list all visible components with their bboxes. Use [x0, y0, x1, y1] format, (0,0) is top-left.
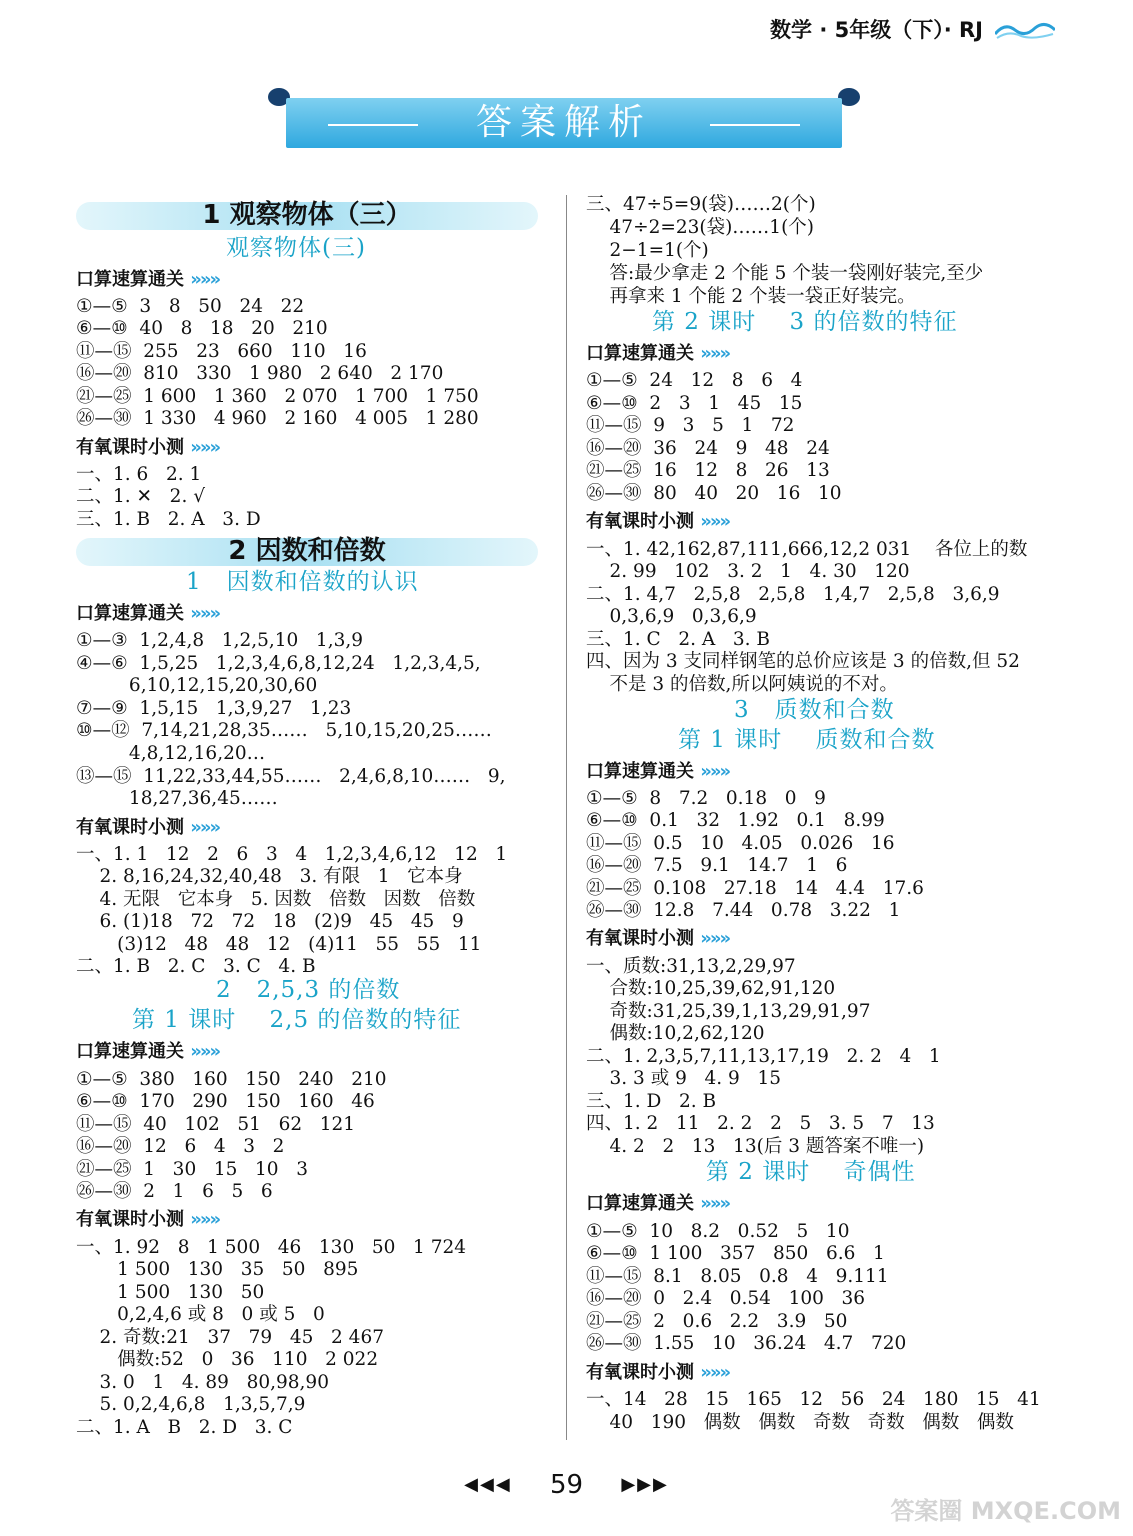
- answer-line: ⑥—⑩ 40 8 18 20 210: [76, 318, 328, 339]
- lesson-title: 第 2 课时 3 的倍数的特征: [652, 309, 958, 335]
- answer-line: 2. 99 102 3. 2 1 4. 30 120: [586, 561, 910, 582]
- answer-line: 答:最少拿走 2 个能 5 个装一袋刚好装完,至少: [586, 263, 984, 284]
- answer-line: 再拿来 1 个能 2 个装一袋正好装完。: [586, 286, 916, 307]
- answer-line: 二、1. ✕ 2. √: [76, 486, 205, 507]
- lesson-title: 第 1 课时 2,5 的倍数的特征: [132, 1007, 462, 1033]
- answer-line: 0,3,6,9 0,3,6,9: [586, 606, 757, 627]
- header-subject: 数学 · 5年级（下）· RJ: [770, 18, 983, 42]
- lesson-title: 观察物体(三): [226, 235, 366, 261]
- answer-line: ⑥—⑩ 0.1 32 1.92 0.1 8.99: [586, 810, 885, 831]
- page-number: 59: [549, 1470, 584, 1500]
- answer-line: 4. 无限 它本身 5. 因数 倍数 因数 倍数: [76, 889, 476, 910]
- answer-line: ⑯—⑳ 0 2.4 0.54 100 36: [586, 1288, 866, 1309]
- answer-line: ㉖—㉚ 1.55 10 36.24 4.7 720: [586, 1333, 907, 1354]
- answer-line: ㉑—㉕ 1 30 15 10 3: [76, 1159, 308, 1180]
- section-quiz: 有氧课时小测 »»»: [76, 437, 220, 458]
- answer-line: ⑪—⑮ 255 23 660 110 16: [76, 341, 367, 362]
- answer-line: 二、1. 2,3,5,7,11,13,17,19 2. 2 4 1: [586, 1046, 941, 1067]
- answer-line: 2. 8,16,24,32,40,48 3. 有限 1 它本身: [76, 866, 463, 887]
- answer-line: ⑪—⑮ 0.5 10 4.05 0.026 16: [586, 833, 895, 854]
- answer-line: ⑥—⑩ 1 100 357 850 6.6 1: [586, 1243, 885, 1264]
- answer-line: ㉑—㉕ 2 0.6 2.2 3.9 50: [586, 1311, 848, 1332]
- section-oral-calc: 口算速算通关 »»»: [586, 343, 730, 364]
- answer-line: ⑯—⑳ 36 24 9 48 24: [586, 438, 830, 459]
- lesson-title: 1 因数和倍数的认识: [186, 569, 419, 595]
- answer-line: ⑯—⑳ 7.5 9.1 14.7 1 6: [586, 855, 848, 876]
- answer-line: ⑪—⑮ 8.1 8.05 0.8 4 9.111: [586, 1266, 889, 1287]
- answer-line: ㉖—㉚ 1 330 4 960 2 160 4 005 1 280: [76, 408, 479, 429]
- section-quiz: 有氧课时小测 »»»: [76, 817, 220, 838]
- section-oral-calc: 口算速算通关 »»»: [76, 269, 220, 290]
- answer-line: ㉑—㉕ 1 600 1 360 2 070 1 700 1 750: [76, 386, 479, 407]
- answer-line: ⑯—⑳ 12 6 4 3 2: [76, 1136, 285, 1157]
- answer-line: 18,27,36,45……: [76, 788, 278, 809]
- section-oral-calc: 口算速算通关 »»»: [76, 603, 220, 624]
- answer-line: ①—⑤ 10 8.2 0.52 5 10: [586, 1221, 850, 1242]
- answer-line: ①—⑤ 8 7.2 0.18 0 9: [586, 788, 826, 809]
- unit-heading-1: 1 观察物体（三）: [76, 198, 538, 232]
- answer-line: 二、1. B 2. C 3. C 4. B: [76, 956, 316, 977]
- answer-line: 4,8,12,16,20…: [76, 743, 266, 764]
- section-oral-calc: 口算速算通关 »»»: [586, 1193, 730, 1214]
- answer-line: 4. 2 2 13 13(后 3 题答案不唯一): [586, 1136, 925, 1157]
- answer-line: 5. 0,2,4,6,8 1,3,5,7,9: [76, 1394, 306, 1415]
- answer-line: ①—⑤ 3 8 50 24 22: [76, 296, 305, 317]
- answer-line: 3. 3 或 9 4. 9 15: [586, 1068, 781, 1089]
- lesson-title: 2 2,5,3 的倍数: [216, 977, 401, 1003]
- section-quiz: 有氧课时小测 »»»: [586, 1362, 730, 1383]
- answer-line: 三、1. D 2. B: [586, 1091, 717, 1112]
- lesson-title: 第 2 课时 奇偶性: [706, 1159, 916, 1185]
- answer-line: 三、1. C 2. A 3. B: [586, 629, 770, 650]
- answer-line: ⑪—⑮ 9 3 5 1 72: [586, 415, 795, 436]
- answer-line: 47÷2=23(袋)……1(个): [586, 217, 815, 238]
- answer-line: ⑪—⑮ 40 102 51 62 121: [76, 1114, 356, 1135]
- section-quiz: 有氧课时小测 »»»: [76, 1209, 220, 1230]
- lesson-title: 3 质数和合数: [734, 697, 895, 723]
- answer-line: ⑥—⑩ 170 290 150 160 46: [76, 1091, 375, 1112]
- answer-line: ⑩—⑫ 7,14,21,28,35…… 5,10,15,20,25……: [76, 720, 492, 741]
- answer-line: 一、1. 1 12 2 6 3 4 1,2,3,4,6,12 12 1: [76, 844, 508, 865]
- wave-icon: [995, 20, 1055, 40]
- next-arrows-icon: ▶▶▶: [621, 1474, 669, 1495]
- answer-line: 合数:10,25,39,62,91,120: [586, 978, 836, 999]
- answer-line: ⑥—⑩ 2 3 1 45 15: [586, 393, 803, 414]
- answer-line: ㉖—㉚ 80 40 20 16 10: [586, 483, 842, 504]
- answer-line: 三、47÷5=9(袋)……2(个): [586, 194, 816, 215]
- answer-line: ⑦—⑨ 1,5,15 1,3,9,27 1,23: [76, 698, 352, 719]
- answer-line: 2. 奇数:21 37 79 45 2 467: [76, 1327, 384, 1348]
- answer-banner: [268, 88, 860, 148]
- section-quiz: 有氧课时小测 »»»: [586, 511, 730, 532]
- answer-line: ①—③ 1,2,4,8 1,2,5,10 1,3,9: [76, 630, 364, 651]
- column-divider: [566, 195, 567, 1440]
- answer-line: 二、1. 4,7 2,5,8 2,5,8 1,4,7 2,5,8 3,6,9: [586, 584, 1000, 605]
- prev-arrows-icon: ◀◀◀: [464, 1474, 512, 1495]
- section-oral-calc: 口算速算通关 »»»: [586, 761, 730, 782]
- answer-line: 不是 3 的倍数,所以阿姨说的不对。: [586, 674, 898, 695]
- answer-line: ㉑—㉕ 16 12 8 26 13: [586, 460, 830, 481]
- section-quiz: 有氧课时小测 »»»: [586, 928, 730, 949]
- answer-line: 1 500 130 50: [76, 1282, 265, 1303]
- answer-line: ①—⑤ 380 160 150 240 210: [76, 1069, 387, 1090]
- answer-line: 一、1. 6 2. 1: [76, 464, 202, 485]
- answer-line: 一、质数:31,13,2,29,97: [586, 956, 796, 977]
- answer-line: 40 190 偶数 偶数 奇数 奇数 偶数 偶数: [586, 1412, 1014, 1433]
- answer-line: 二、1. A B 2. D 3. C: [76, 1417, 293, 1438]
- answer-line: 一、1. 42,162,87,111,666,12,2 031 各位上的数: [586, 539, 1028, 560]
- answer-line: 0,2,4,6 或 8 0 或 5 0: [76, 1304, 325, 1325]
- answer-line: (3)12 48 48 12 (4)11 55 55 11: [76, 934, 482, 955]
- watermark: 答案圈 MXQE.COM: [890, 1497, 1121, 1525]
- unit-heading-2: 2 因数和倍数: [76, 534, 538, 568]
- answer-line: 6,10,12,15,20,30,60: [76, 675, 318, 696]
- answer-line: 三、1. B 2. A 3. D: [76, 509, 261, 530]
- answer-line: 1 500 130 35 50 895: [76, 1259, 359, 1280]
- answer-line: 2−1=1(个): [586, 240, 709, 261]
- banner-title: 答案解析: [475, 102, 652, 143]
- answer-line: ⑯—⑳ 810 330 1 980 2 640 2 170: [76, 363, 444, 384]
- answer-line: 偶数:52 0 36 110 2 022: [76, 1349, 379, 1370]
- lesson-title: 第 1 课时 质数和合数: [678, 727, 936, 753]
- section-oral-calc: 口算速算通关 »»»: [76, 1041, 220, 1062]
- answer-line: 一、1. 92 8 1 500 46 130 50 1 724: [76, 1237, 467, 1258]
- answer-line: ①—⑤ 24 12 8 6 4: [586, 370, 803, 391]
- answer-line: ⑬—⑮ 11,22,33,44,55…… 2,4,6,8,10…… 9,: [76, 766, 506, 787]
- answer-line: ㉖—㉚ 12.8 7.44 0.78 3.22 1: [586, 900, 901, 921]
- answer-line: 四、1. 2 11 2. 2 2 5 3. 5 7 13: [586, 1113, 935, 1134]
- answer-line: 一、14 28 15 165 12 56 24 180 15 41: [586, 1389, 1041, 1410]
- answer-line: ㉖—㉚ 2 1 6 5 6: [76, 1181, 273, 1202]
- answer-line: 偶数:10,2,62,120: [586, 1023, 765, 1044]
- answer-line: 3. 0 1 4. 89 80,98,90: [76, 1372, 329, 1393]
- answer-line: 四、因为 3 支同样钢笔的总价应该是 3 的倍数,但 52: [586, 651, 1020, 672]
- answer-line: ④—⑥ 1,5,25 1,2,3,4,6,8,12,24 1,2,3,4,5,: [76, 653, 481, 674]
- answer-line: 奇数:31,25,39,1,13,29,91,97: [586, 1001, 871, 1022]
- answer-line: 6. (1)18 72 72 18 (2)9 45 45 9: [76, 911, 464, 932]
- answer-line: ㉑—㉕ 0.108 27.18 14 4.4 17.6: [586, 878, 924, 899]
